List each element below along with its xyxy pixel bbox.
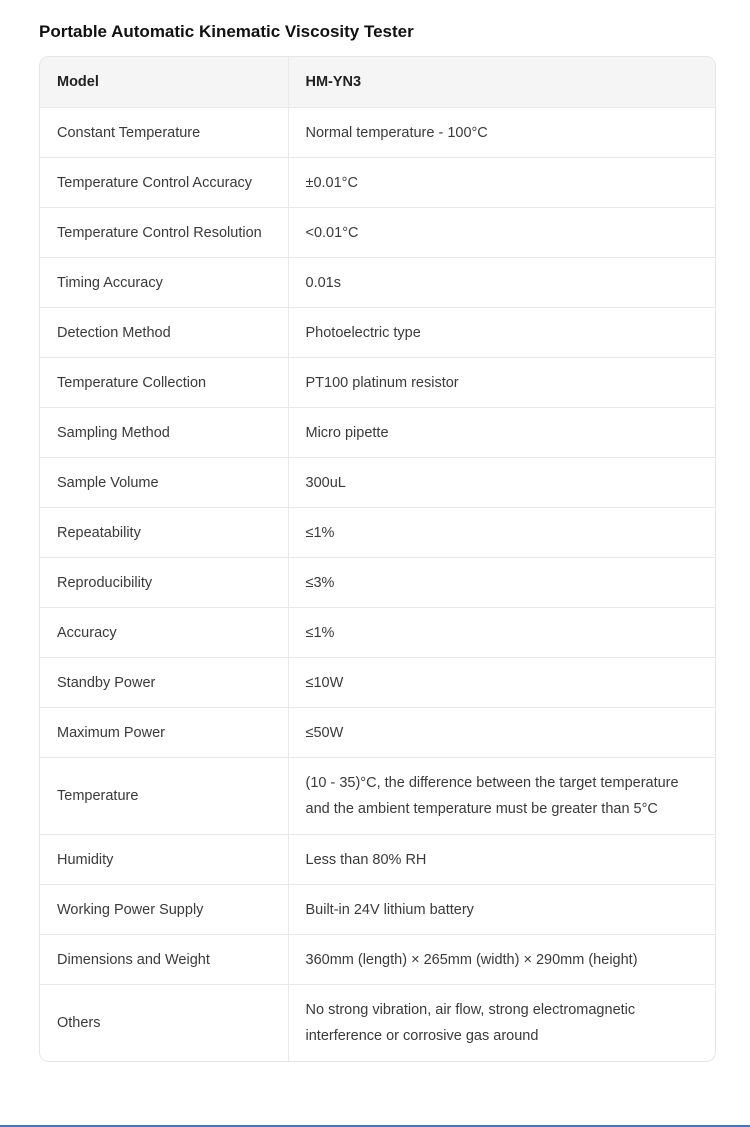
row-label: Temperature Control Resolution <box>40 208 288 258</box>
table-row <box>40 258 715 308</box>
row-label: Accuracy <box>40 608 288 658</box>
row-value: Photoelectric type <box>288 308 715 358</box>
row-label: Repeatability <box>40 508 288 558</box>
table-row <box>40 558 715 608</box>
row-value: ±0.01°C <box>288 158 715 208</box>
table-row <box>40 835 715 885</box>
table-row <box>40 308 715 358</box>
table-row <box>40 985 715 1062</box>
header-label: Model <box>40 57 288 108</box>
row-value: Normal temperature - 100°C <box>288 108 715 158</box>
row-value: ≤10W <box>288 658 715 708</box>
table-row <box>40 458 715 508</box>
row-value: No strong vibration, air flow, strong electromagnetic interference or corrosive gas around <box>288 985 715 1062</box>
table-row <box>40 108 715 158</box>
row-value: PT100 platinum resistor <box>288 358 715 408</box>
table-row <box>40 658 715 708</box>
table-row <box>40 358 715 408</box>
row-label: Sampling Method <box>40 408 288 458</box>
row-label: Maximum Power <box>40 708 288 758</box>
row-label: Sample Volume <box>40 458 288 508</box>
row-label: Standby Power <box>40 658 288 708</box>
table-row <box>40 208 715 258</box>
row-value: 360mm (length) × 265mm (width) × 290mm (height) <box>288 935 715 985</box>
header-value: HM-YN3 <box>288 57 715 108</box>
table-row <box>40 885 715 935</box>
row-label: Temperature Collection <box>40 358 288 408</box>
row-label: Others <box>57 1015 101 1031</box>
row-label: Working Power Supply <box>40 885 288 935</box>
specification-card <box>39 56 716 1062</box>
row-label: Humidity <box>40 835 288 885</box>
row-label: Timing Accuracy <box>40 258 288 308</box>
row-value: ≤50W <box>288 708 715 758</box>
table-row <box>40 158 715 208</box>
table-row <box>40 758 715 835</box>
row-value: 300uL <box>288 458 715 508</box>
row-value: <0.01°C <box>288 208 715 258</box>
table-header-row <box>40 57 715 108</box>
row-label: Detection Method <box>40 308 288 358</box>
specification-table <box>40 57 715 1061</box>
row-value: Micro pipette <box>288 408 715 458</box>
table-row <box>40 408 715 458</box>
row-label: Reproducibility <box>40 558 288 608</box>
row-label: Temperature <box>40 758 288 835</box>
row-value: ≤1% <box>288 608 715 658</box>
table-row <box>40 935 715 985</box>
row-label: Constant Temperature <box>40 108 288 158</box>
row-value: ≤3% <box>288 558 715 608</box>
row-value: ≤1% <box>288 508 715 558</box>
table-row <box>40 508 715 558</box>
row-value: 0.01s <box>288 258 715 308</box>
table-row <box>40 708 715 758</box>
row-label: Dimensions and Weight <box>40 935 288 985</box>
table-row <box>40 608 715 658</box>
row-label: Temperature Control Accuracy <box>40 158 288 208</box>
row-value: (10 - 35)°C, the difference between the target temperature and the ambient temperature must be greater than 5°C <box>288 758 715 835</box>
row-value: Built-in 24V lithium battery <box>288 885 715 935</box>
row-value: Less than 80% RH <box>288 835 715 885</box>
page-title: Portable Automatic Kinematic Viscosity Tester <box>39 22 414 41</box>
